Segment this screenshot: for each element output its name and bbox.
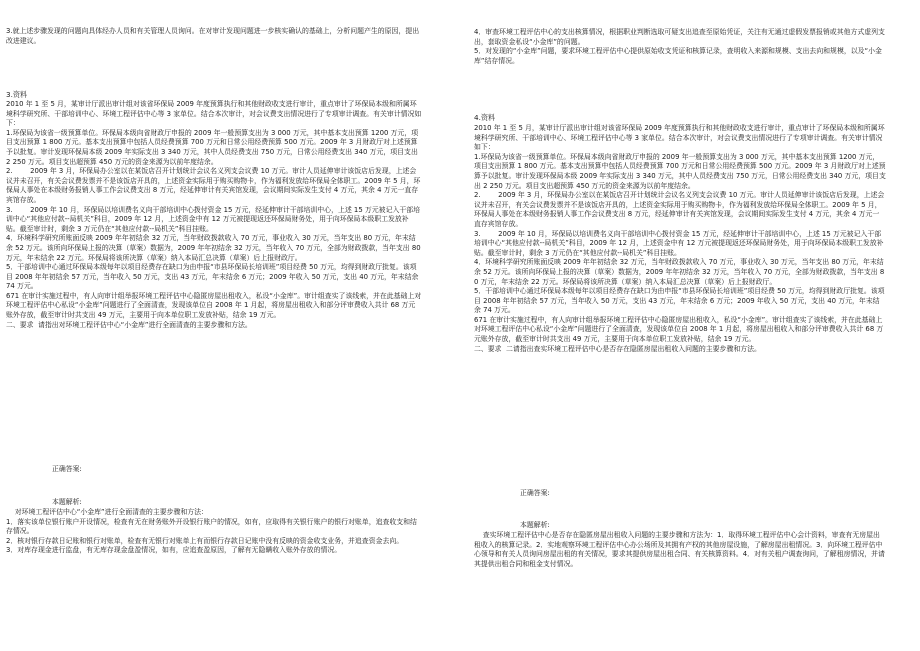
right-analysis-text: 查实环境工程评估中心是否存在隐匿房屋出租收入问题的主要步骤和方法为：1．取得环境工程评估中心会计资料，审查有无房屋出租收入的核算记录。2．实地观察环境工程评估中心办公场所及其拥有产权的其他房屋设施，了解房屋出租情况。3．向环境工程评估中心领导和有关人员询问房屋出租的有关情况，要求其提供房屋出租合同、有关核算资料。4．对有关租户调查询问，了解租房情况，并请其提供出租合同和租金支付情况。 <box>474 531 885 568</box>
left-intro-text: 3.就上述步骤发现的问题向具体经办人员和有关管理人员询问。在对审计发现问题进一步核实确认的基础上，分析问题产生的原因，提出改进建议。 <box>6 27 420 45</box>
right-answer-label: 正确答案: <box>520 489 550 497</box>
left-material-text: 2010 年 1 至 5 月，某审计厅派出审计组对该省环保局 2009 年度预算执行和其他财政收支进行审计，重点审计了环保局本级和所属环境科学研究所、干部培训中心、环境工程评估中心等 3 家单位。结合本次审计，对会议费支出情况进行了专项审计调查。有关审计情况如下： 1.环保局为该省一级预算单位。环保局本级向省财政厅申报的 2009 年一般预算支出为 3 000 万元，其中基本支出预算 1200 万元，项目支出预算 1 800 万元。基本支出预算中包括人员经费预算 700 万元和日常公用经费预算 500 万元。2009 年 3 月财政厅对上述预算予以批复。审计发现环保局本级 2009 年实际支出 3 340 万元，其中人员经费支出 750 万元，日常公用经费支出 340 万元，项目支出 2 250 万元。项目支出超预算 450 万元的资金来源为以前年度结余。 2. 2009 年 3 月，环保局办公室以在某饭店召开计划统计会议名义列支会议费 10 万元。审计人员延伸审计该饭店后发现，上述会议并未召开，有关会议费发票并不是该饭店开具的，上述资金实际用于购买购物卡，作为福利发放给环保局全体职工。2009 年 5 月，环保局人事处在本级财务报销人事工作会议费支出 8 万元，经延伸审计有关宾馆发现，会议期间实际发生支付 4 万元，其余 4 万元一直存宾馆存放。 3. 2009 年 10 月，环保局以培训费名义向干部培训中心拨付资金 15 万元，经延伸审计干部培训中心，上述 15 万元被记入干部培训中心“其他应付款--局机关”科目，2009 年 12 月，上述资金中有 12 万元被提现返还环保局财务处，用于向环保局本级职工发放补贴。截至审计时，剩余 3 万元仍在“其他应付款--局机关”科目挂账。 4．环境科学研究所账面反映 2009 年年初结余 32 万元，当年财政拨款收入 70 万元，事业收入 30 万元，当年支出 80 万元，年末结余 52 万元。该所向环保局上报的决算（草案）数据为，2009 年年初结余 32 万元，当年收入 70 万元，全部为财政拨款，当年支出 80 万元，年末结余 22 万元。环保局将该所决算（草案）纳入本局汇总决算（草案）后上报财政厅。 5．干部培训中心通过环保局本级每年以项目经费存在缺口为由申报“市县环保局长培训班”项目经费 50 万元，均得到财政厅批复。该项目 2008 年年初结余 57 万元，当年收入 50 万元，支出 43 万元，年末结余 6 万元；2009 年收入 50 万元，支出 40 万元，年末结余 74 万元。 671 在审计实施过程中，有人向审计组举报环境工程评估中心隐匿房屋出租收入，私设“小金库”。审计组查实了该线索，并在此基础上对环境工程评估中心私设“小金库”问题进行了全面清查，发现该单位自 2008 年 1 月起，将房屋出租收入和部分评审费收入共计 68 万元账外存放，截至审计时共支出 49 万元，主要用于向本单位职工发放补贴，结余 19 万元。 二、要求 请指出对环境工程评估中心“小金库”进行全面清查的主要步骤和方法。 <box>6 100 422 329</box>
right-intro-text: 4．审查环境工程评估中心的支出核算情况，根据职业判断选取可疑支出追查至原始凭证，关注有无通过虚假发票报销或其他方式虚列支出，套取资金私设“小金库”的问题。 5．对发现的“小金库”问题，要求环境工程评估中心提供原始收支凭证和核算记录，查明收入来源和规模、支出去向和规模，以及“小金库”结存情况。 <box>474 28 885 65</box>
right-analysis-label: 本题解析: <box>520 521 550 529</box>
right-material-heading: 4.资料 <box>474 113 496 122</box>
right-material-text: 2010 年 1 至 5 月，某审计厅派出审计组对该省环保局 2009 年度预算执行和其他财政收支进行审计，重点审计了环保局本级和所属环境科学研究所、干部培训中心、环境工程评估中心等 3 家单位。结合本次审计，对会议费支出情况进行了专项审计调查。有关审计情况如下： 1.环保局为该省一级预算单位。环保局本级向省财政厅申报的 2009 年一般预算支出为 3 000 万元，其中基本支出预算 1200 万元，项目支出预算 1 800 万元。基本支出预算中包括人员经费预算 700 万元和日常公用经费预算 500 万元。2009 年 3 月财政厅对上述预算予以批复。审计发现环保局本级 2009 年实际支出 3 340 万元，其中人员经费支出 750 万元，日常公用经费支出 340 万元，项目支出 2 250 万元。项目支出超预算 450 万元的资金来源为以前年度结余。 2. 2009 年 3 月，环保局办公室以在某饭店召开计划统计会议名义列支会议费 10 万元。审计人员延伸审计该饭店后发现，上述会议并未召开，有关会议费发票并不是该饭店开具的，上述资金实际用于购买购物卡，作为福利发放给环保局全体职工。2009 年 5 月，环保局人事处在本级财务报销人事工作会议费支出 8 万元，经延伸审计有关宾馆发现，会议期间实际发生支付 4 万元，其余 4 万元一直存宾馆存放。 3. 2009 年 10 月，环保局以培训费名义向干部培训中心拨付资金 15 万元，经延伸审计干部培训中心，上述 15 万元被记入干部培训中心“其他应付款--局机关”科目，2009 年 12 月，上述资金中有 12 万元被提现返还环保局财务处，用于向环保局本级职工发放补贴。截至审计时，剩余 3 万元仍在“其他应付款--局机关”科目挂账。 4．环境科学研究所账面反映 2009 年年初结余 32 万元，当年财政拨款收入 70 万元，事业收入 30 万元，当年支出 80 万元，年末结余 52 万元。该所向环保局上报的决算（草案）数据为，2009 年年初结余 32 万元，当年收入 70 万元，全部为财政拨款，当年支出 80 万元，年末结余 22 万元。环保局将该所决算（草案）纳入本局汇总决算（草案）后上报财政厅。 5．干部培训中心通过环保局本级每年以项目经费存在缺口为由申报“市县环保局长培训班”项目经费 50 万元，均得到财政厅批复。该项目 2008 年年初结余 57 万元，当年收入 50 万元，支出 43 万元，年末结余 6 万元；2009 年收入 50 万元，支出 40 万元，年末结余 74 万元。 671 在审计实施过程中，有人向审计组举报环境工程评估中心隐匿房屋出租收入，私设“小金库”。审计组查实了该线索，并在此基础上对环境工程评估中心私设“小金库”问题进行了全面清查，发现该单位自 2008 年 1 月起，将房屋出租收入和部分评审费收入共计 68 万元账外存放，截至审计时共支出 49 万元，主要用于向本单位职工发放补贴，结余 19 万元。 二、要求 二请指出查实环境工程评估中心是否存在隐匿房屋出租收入问题的主要步骤和方法。 <box>474 124 886 353</box>
left-analysis-text: 对环境工程评估中心“小金库”进行全面清查的主要步骤和方法： 1．落实该单位银行账户开设情况，检查有无在财务账外开设银行账户的情况，如有，应取得有关银行账户的银行对账单，追查收支和结存情况。 2．核对银行存款日记账和银行对账单，检查有无银行对账单上有而银行存款日记账中没有反映的资金收支业务，并追查资金去向。 3．对库存现金进行监盘，有无库存现金盘盈情况，如有，应追查盈原因，了解有无隐瞒收入账外存放的情况。 <box>6 508 417 555</box>
left-material-heading: 3.资料 <box>6 90 28 99</box>
left-answer-label: 正确答案: <box>52 465 82 473</box>
left-page <box>6 0 422 651</box>
right-page <box>474 0 886 651</box>
left-analysis-label: 本题解析: <box>52 498 82 506</box>
